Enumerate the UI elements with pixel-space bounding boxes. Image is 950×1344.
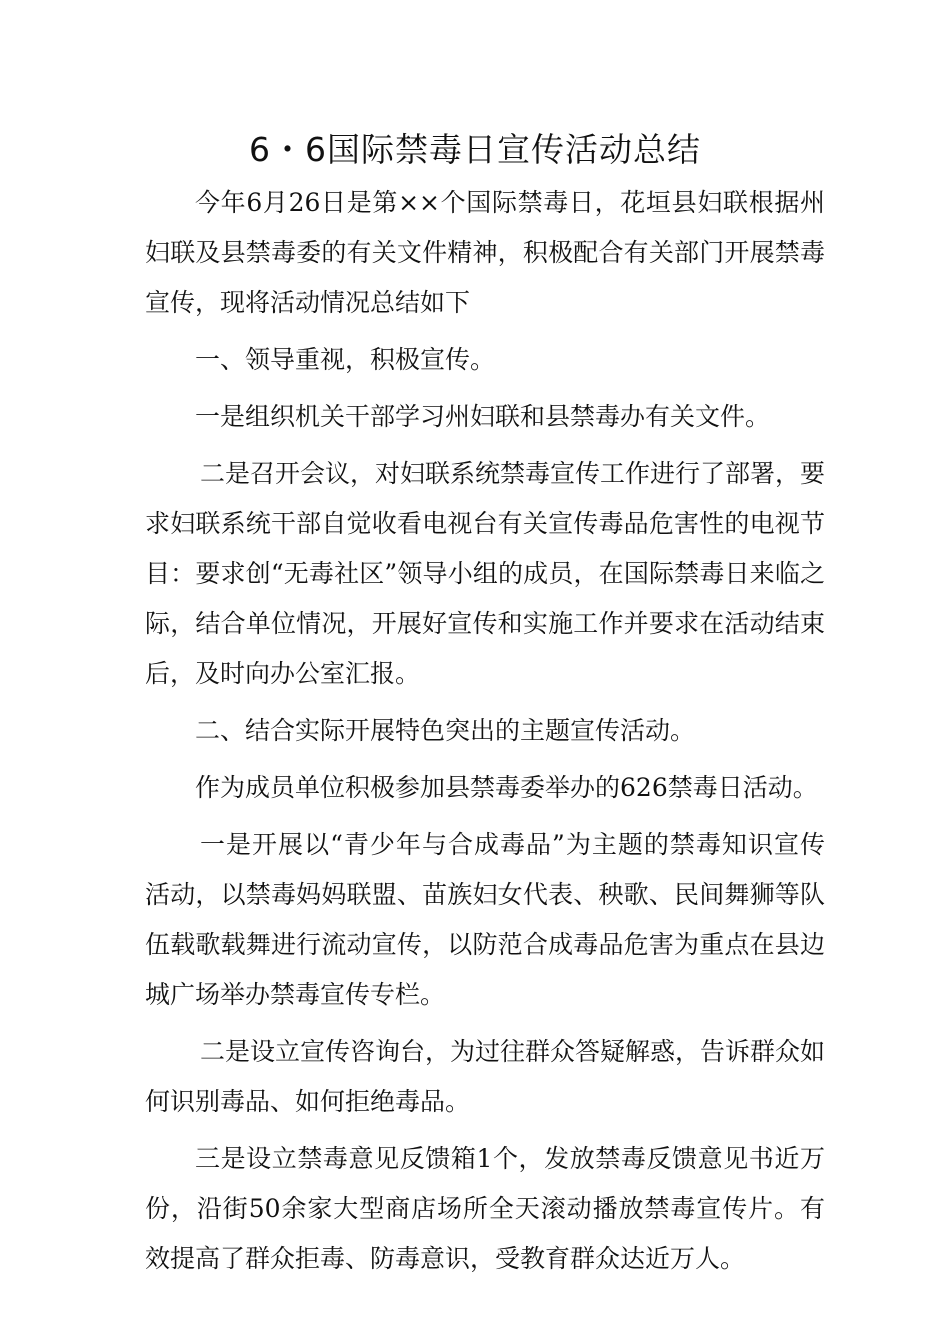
section-heading-1: 一、领导重视，积极宣传。 xyxy=(195,345,496,374)
paragraph-item-3: 一是开展以“青少年与合成毒品”为主题的禁毒知识宣传活动，以禁毒妈妈联盟、苗族妇女代表、秧歌、民间舞狮等队伍载歌载舞进行流动宣传，以防范合成毒品危害为重点在县边城广场举办禁毒宣传专栏。 xyxy=(145,830,825,1009)
paragraph-intro: 今年6月26日是第××个国际禁毒日，花垣县妇联根据州妇联及县禁毒委的有关文件精神，积极配合有关部门开展禁毒宣传，现将活动情况总结如下 xyxy=(145,188,825,317)
document-body xyxy=(145,178,825,1291)
document-title: 6・6国际禁毒日宣传活动总结 xyxy=(249,130,701,169)
section-heading-2: 二、结合实际开展特色突出的主题宣传活动。 xyxy=(195,716,696,745)
paragraph-item-4: 二是设立宣传咨询台，为过往群众答疑解惑，告诉群众如何识别毒品、如何拒绝毒品。 xyxy=(145,1037,826,1116)
paragraph-item-1: 一是组织机关干部学习州妇联和县禁毒办有关文件。 xyxy=(195,402,771,431)
paragraph-activity: 作为成员单位积极参加县禁毒委举办的626禁毒日活动。 xyxy=(195,773,818,802)
paragraph-item-2: 二是召开会议，对妇联系统禁毒宣传工作进行了部署，要求妇联系统干部自觉收看电视台有关宣传毒品危害性的电视节目：要求创“无毒社区”领导小组的成员，在国际禁毒日来临之际，结合单位情况，开展好宣传和实施工作并要求在活动结束后，及时向办公室汇报。 xyxy=(145,459,826,688)
paragraph-item-5: 三是设立禁毒意见反馈箱1个，发放禁毒反馈意见书近万份，沿街50余家大型商店场所全天滚动播放禁毒宣传片。有效提高了群众拒毒、防毒意识，受教育群众达近万人。 xyxy=(145,1144,825,1273)
